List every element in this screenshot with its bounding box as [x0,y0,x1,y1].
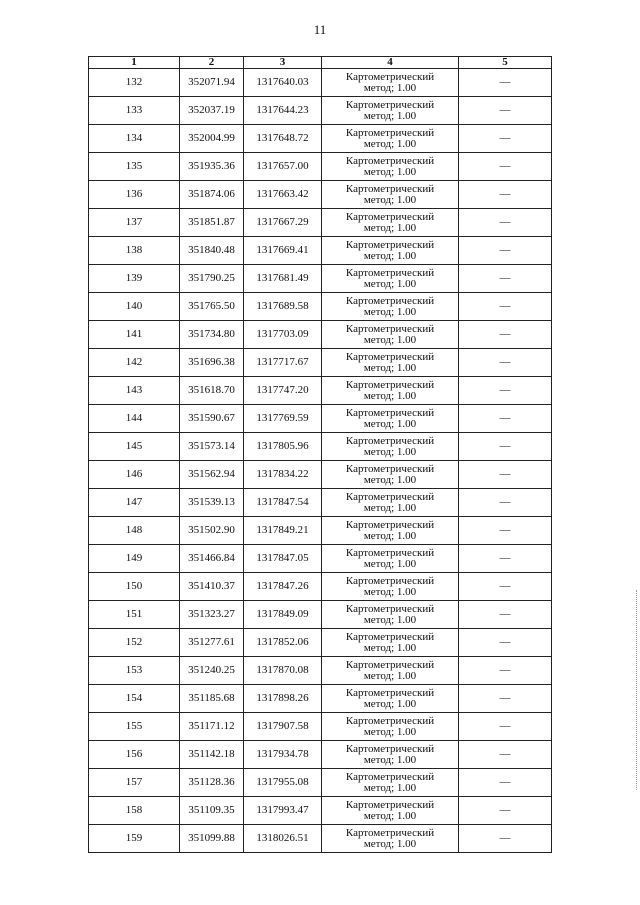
accuracy-dash: — [459,517,552,545]
method-line-1: Картометрический [345,70,435,83]
method-cell [322,181,459,209]
coordinate-x: 351562.94 [180,461,244,489]
accuracy-dash: — [459,321,552,349]
method-cell [322,713,459,741]
point-number: 147 [89,489,180,517]
accuracy-dash: — [459,461,552,489]
method-line-1: Картометрический [345,266,435,279]
coordinate-y: 1317847.05 [244,545,322,573]
method-line-1: Картометрический [345,490,435,503]
method-cell [322,377,459,405]
method-line-2: метод; 1.00 [363,277,417,290]
method-cell [322,265,459,293]
accuracy-dash: — [459,181,552,209]
point-number: 149 [89,545,180,573]
table-row [89,97,552,125]
coordinate-x: 352071.94 [180,69,244,97]
accuracy-dash: — [459,349,552,377]
table-row [89,685,552,713]
accuracy-dash: — [459,601,552,629]
method-line-1: Картометрический [345,686,435,699]
point-number: 152 [89,629,180,657]
coordinate-y: 1317805.96 [244,433,322,461]
point-number: 145 [89,433,180,461]
coordinate-x: 351466.84 [180,545,244,573]
method-line-2: метод; 1.00 [363,417,417,430]
method-cell [322,741,459,769]
method-cell [322,601,459,629]
method-cell [322,405,459,433]
header-col-5: 5 [459,57,552,69]
method-line-1: Картометрический [345,126,435,139]
header-col-4: 4 [322,57,459,69]
point-number: 135 [89,153,180,181]
accuracy-dash: — [459,125,552,153]
coordinate-x: 351874.06 [180,181,244,209]
point-number: 155 [89,713,180,741]
coordinate-x: 351539.13 [180,489,244,517]
method-cell [322,433,459,461]
coordinate-y: 1317847.54 [244,489,322,517]
coordinate-x: 351171.12 [180,713,244,741]
method-line-1: Картометрический [345,742,435,755]
coordinate-x: 351142.18 [180,741,244,769]
method-cell [322,825,459,853]
point-number: 133 [89,97,180,125]
accuracy-dash: — [459,405,552,433]
table-row [89,545,552,573]
method-line-1: Картометрический [345,826,435,839]
method-line-2: метод; 1.00 [363,165,417,178]
point-number: 157 [89,769,180,797]
method-line-2: метод; 1.00 [363,557,417,570]
method-line-2: метод; 1.00 [363,221,417,234]
coordinate-y: 1317717.67 [244,349,322,377]
coordinate-y: 1317852.06 [244,629,322,657]
method-cell [322,293,459,321]
coordinate-y: 1317849.21 [244,517,322,545]
method-cell [322,209,459,237]
method-line-1: Картометрический [345,574,435,587]
table-row [89,629,552,657]
coordinate-x: 351099.88 [180,825,244,853]
method-line-2: метод; 1.00 [363,445,417,458]
coordinate-y: 1317849.09 [244,601,322,629]
coordinate-x: 351410.37 [180,573,244,601]
method-line-2: метод; 1.00 [363,109,417,122]
method-cell [322,517,459,545]
point-number: 141 [89,321,180,349]
accuracy-dash: — [459,825,552,853]
coordinates-table [88,56,552,853]
coordinate-y: 1317689.58 [244,293,322,321]
point-number: 143 [89,377,180,405]
method-line-1: Картометрический [345,798,435,811]
coordinate-y: 1317747.20 [244,377,322,405]
method-line-2: метод; 1.00 [363,333,417,346]
point-number: 150 [89,573,180,601]
header-col-3: 3 [244,57,322,69]
accuracy-dash: — [459,573,552,601]
accuracy-dash: — [459,153,552,181]
table-row [89,769,552,797]
method-line-2: метод; 1.00 [363,613,417,626]
method-line-2: метод; 1.00 [363,697,417,710]
table-row [89,489,552,517]
coordinate-y: 1317870.08 [244,657,322,685]
coordinate-x: 351618.70 [180,377,244,405]
method-line-1: Картометрический [345,238,435,251]
accuracy-dash: — [459,629,552,657]
coordinate-x: 351851.87 [180,209,244,237]
method-line-2: метод; 1.00 [363,501,417,514]
method-line-2: метод; 1.00 [363,361,417,374]
method-cell [322,629,459,657]
table-header-row [89,57,552,69]
point-number: 138 [89,237,180,265]
method-cell [322,769,459,797]
coordinate-x: 351128.36 [180,769,244,797]
table-row [89,405,552,433]
method-line-1: Картометрический [345,182,435,195]
accuracy-dash: — [459,97,552,125]
table-row [89,797,552,825]
point-number: 151 [89,601,180,629]
coordinate-x: 351734.80 [180,321,244,349]
method-cell [322,69,459,97]
table-row [89,461,552,489]
accuracy-dash: — [459,797,552,825]
method-cell [322,125,459,153]
method-line-1: Картометрический [345,658,435,671]
method-line-1: Картометрический [345,518,435,531]
table-row [89,573,552,601]
coordinate-x: 351185.68 [180,685,244,713]
method-line-1: Картометрический [345,462,435,475]
point-number: 142 [89,349,180,377]
method-cell [322,685,459,713]
coordinate-x: 351323.27 [180,601,244,629]
table-body [89,69,552,853]
method-cell [322,461,459,489]
point-number: 154 [89,685,180,713]
coordinate-x: 352037.19 [180,97,244,125]
method-line-2: метод; 1.00 [363,249,417,262]
header-col-1: 1 [89,57,180,69]
method-line-1: Картометрический [345,546,435,559]
table-row [89,713,552,741]
coordinate-y: 1318026.51 [244,825,322,853]
method-cell [322,545,459,573]
coordinate-y: 1317681.49 [244,265,322,293]
coordinate-y: 1317898.26 [244,685,322,713]
method-line-2: метод; 1.00 [363,529,417,542]
method-cell [322,349,459,377]
method-line-2: метод; 1.00 [363,753,417,766]
coordinate-x: 351502.90 [180,517,244,545]
page-number: 11 [313,22,327,37]
coordinate-x: 351696.38 [180,349,244,377]
method-line-2: метод; 1.00 [363,81,417,94]
method-cell [322,489,459,517]
method-cell [322,321,459,349]
method-line-2: метод; 1.00 [363,305,417,318]
coordinate-x: 351240.25 [180,657,244,685]
point-number: 137 [89,209,180,237]
method-cell [322,237,459,265]
accuracy-dash: — [459,433,552,461]
coordinate-y: 1317769.59 [244,405,322,433]
header-col-2: 2 [180,57,244,69]
method-line-1: Картометрический [345,350,435,363]
coordinate-y: 1317644.23 [244,97,322,125]
method-cell [322,657,459,685]
method-line-2: метод; 1.00 [363,137,417,150]
method-line-1: Картометрический [345,154,435,167]
coordinate-y: 1317648.72 [244,125,322,153]
accuracy-dash: — [459,69,552,97]
method-line-2: метод; 1.00 [363,781,417,794]
method-line-2: метод; 1.00 [363,725,417,738]
point-number: 139 [89,265,180,293]
coordinate-x: 351935.36 [180,153,244,181]
method-line-2: метод; 1.00 [363,473,417,486]
accuracy-dash: — [459,377,552,405]
coordinate-y: 1317663.42 [244,181,322,209]
table-row [89,825,552,853]
table-row [89,181,552,209]
method-line-2: метод; 1.00 [363,193,417,206]
method-line-2: метод; 1.00 [363,641,417,654]
point-number: 148 [89,517,180,545]
accuracy-dash: — [459,685,552,713]
method-cell [322,573,459,601]
accuracy-dash: — [459,265,552,293]
method-cell [322,153,459,181]
coordinate-x: 352004.99 [180,125,244,153]
accuracy-dash: — [459,293,552,321]
method-line-1: Картометрический [345,378,435,391]
point-number: 153 [89,657,180,685]
table-row [89,657,552,685]
accuracy-dash: — [459,769,552,797]
point-number: 146 [89,461,180,489]
table-row [89,321,552,349]
method-line-1: Картометрический [345,322,435,335]
method-line-2: метод; 1.00 [363,669,417,682]
table-row [89,237,552,265]
method-line-1: Картометрический [345,602,435,615]
accuracy-dash: — [459,545,552,573]
table-row [89,601,552,629]
table-row [89,377,552,405]
method-cell [322,97,459,125]
table-row [89,349,552,377]
method-line-1: Картометрический [345,714,435,727]
coordinate-y: 1317657.00 [244,153,322,181]
method-line-1: Картометрический [345,630,435,643]
point-number: 156 [89,741,180,769]
method-line-2: метод; 1.00 [363,389,417,402]
coordinate-x: 351790.25 [180,265,244,293]
coordinate-y: 1317907.58 [244,713,322,741]
method-line-2: метод; 1.00 [363,809,417,822]
scan-edge-mark [636,590,639,790]
table-row [89,153,552,181]
accuracy-dash: — [459,209,552,237]
point-number: 140 [89,293,180,321]
method-line-1: Картометрический [345,434,435,447]
method-line-1: Картометрический [345,406,435,419]
coordinate-y: 1317669.41 [244,237,322,265]
table-row [89,293,552,321]
table-row [89,433,552,461]
coordinate-x: 351277.61 [180,629,244,657]
table-row [89,125,552,153]
point-number: 144 [89,405,180,433]
coordinate-x: 351590.67 [180,405,244,433]
method-line-2: метод; 1.00 [363,585,417,598]
table-row [89,265,552,293]
coordinate-x: 351765.50 [180,293,244,321]
method-line-2: метод; 1.00 [363,837,417,850]
point-number: 136 [89,181,180,209]
coordinate-x: 351840.48 [180,237,244,265]
coordinate-y: 1317993.47 [244,797,322,825]
method-cell [322,797,459,825]
accuracy-dash: — [459,489,552,517]
coordinate-y: 1317834.22 [244,461,322,489]
point-number: 134 [89,125,180,153]
table-row [89,517,552,545]
coordinate-y: 1317640.03 [244,69,322,97]
point-number: 158 [89,797,180,825]
accuracy-dash: — [459,657,552,685]
table-row [89,741,552,769]
accuracy-dash: — [459,237,552,265]
accuracy-dash: — [459,713,552,741]
accuracy-dash: — [459,741,552,769]
point-number: 159 [89,825,180,853]
table-row [89,209,552,237]
coordinate-y: 1317667.29 [244,209,322,237]
coordinate-x: 351109.35 [180,797,244,825]
coordinate-y: 1317934.78 [244,741,322,769]
coordinate-x: 351573.14 [180,433,244,461]
coordinate-y: 1317955.08 [244,769,322,797]
point-number: 132 [89,69,180,97]
method-line-1: Картометрический [345,210,435,223]
coordinate-y: 1317847.26 [244,573,322,601]
method-line-1: Картометрический [345,294,435,307]
table-row [89,69,552,97]
method-line-1: Картометрический [345,770,435,783]
method-line-1: Картометрический [345,98,435,111]
coordinate-y: 1317703.09 [244,321,322,349]
